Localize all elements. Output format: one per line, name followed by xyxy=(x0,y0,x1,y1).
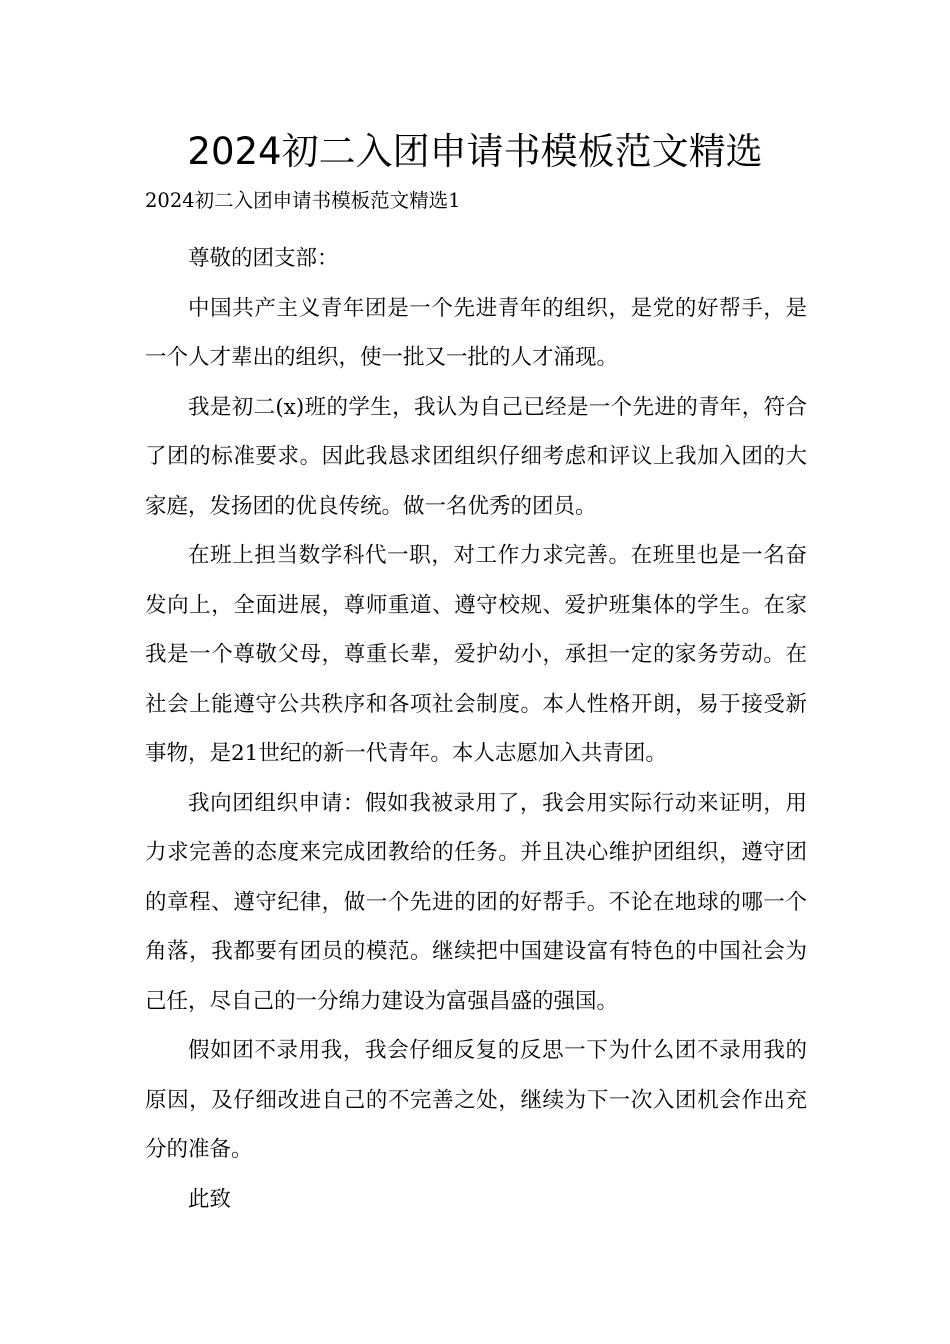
document-title: 2024初二入团申请书模板范文精选 xyxy=(187,130,763,173)
paragraph-if-rejected: 假如团不录用我，我会仔细反复的反思一下为什么团不录用我的原因，及仔细改进自己的不完善之处，继续为下一次入团机会作出充分的准备。 xyxy=(145,1038,807,1162)
paragraph-performance: 在班上担当数学科代一职，对工作力求完善。在班里也是一名奋发向上，全面进展，尊师重道、遵守校规、爱护班集体的学生。在家我是一个尊敬父母，尊重长辈，爱护幼小，承担一定的家务劳动。在社会上能遵守公共秩序和各项社会制度。本人性格开朗，易于接受新事物，是21世纪的新一代青年。本人志愿加入共青团。 xyxy=(145,543,807,766)
closing: 此致 xyxy=(188,1186,232,1212)
document-body xyxy=(145,234,807,1224)
salutation: 尊敬的团支部： xyxy=(188,246,339,271)
document-subtitle: 2024初二入团申请书模板范文精选1 xyxy=(145,189,461,212)
paragraph-intro: 中国共产主义青年团是一个先进青年的组织，是党的好帮手，是一个人才辈出的组织，使一批又一批的人才涌现。 xyxy=(145,295,807,370)
paragraph-self: 我是初二(x)班的学生，我认为自己已经是一个先进的青年，符合了团的标准要求。因此我恳求团组织仔细考虑和评议上我加入团的大家庭，发扬团的优良传统。做一名优秀的团员。 xyxy=(145,394,807,519)
paragraph-pledge: 我向团组织申请：假如我被录用了，我会用实际行动来证明，用力求完善的态度来完成团教给的任务。并且决心维护团组织，遵守团的章程、遵守纪律，做一个先进的团的好帮手。不论在地球的哪一个角落，我都要有团员的模范。继续把中国建设富有特色的中国社会为己任，尽自己的一分绵力建设为富强昌盛的强国。 xyxy=(145,790,807,1014)
